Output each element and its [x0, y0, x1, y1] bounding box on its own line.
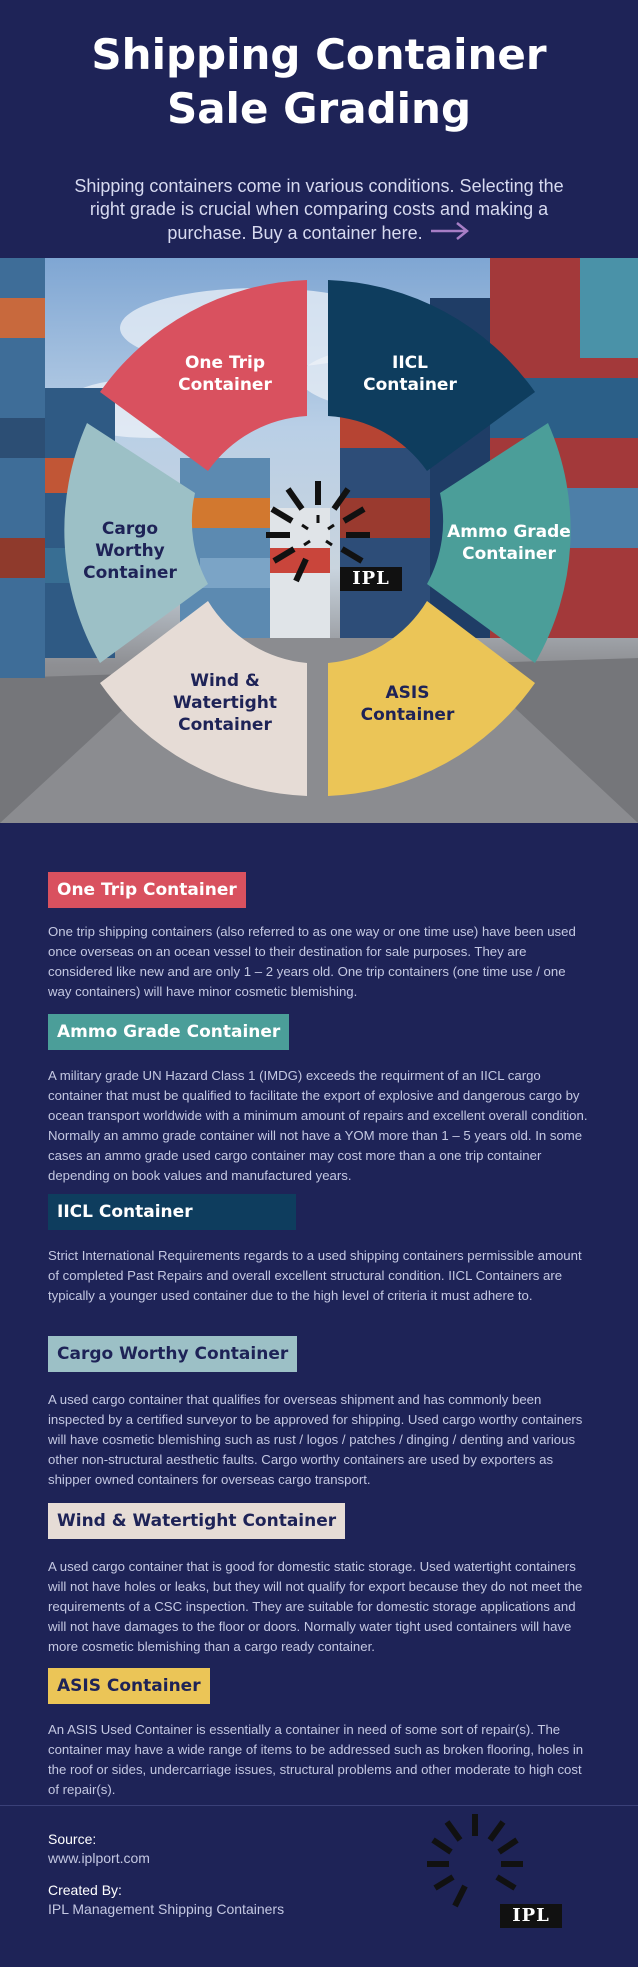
ipl-logo-burst-icon — [266, 481, 370, 581]
section-asis — [48, 1668, 590, 1800]
footer-created-by — [48, 1881, 284, 1919]
footer-divider — [0, 1805, 638, 1806]
source-label: Source: — [48, 1831, 97, 1847]
page-title — [0, 28, 638, 136]
arrow-right-icon[interactable] — [429, 221, 471, 247]
wheel-label-cargo[interactable]: Cargo Worthy Container — [83, 519, 177, 583]
wheel-label-ammo[interactable]: Ammo Grade Container — [447, 522, 571, 564]
wheel-label-one-trip[interactable]: One Trip Container — [178, 353, 272, 395]
footer-source — [48, 1830, 150, 1868]
wheel-label-wind[interactable]: Wind & Watertight Container — [172, 671, 277, 735]
section-wind — [48, 1503, 590, 1657]
section-title-ammo: Ammo Grade Container — [48, 1014, 289, 1050]
section-text-wind: A used cargo container that is good for domestic static storage. Used watertight containers will not have holes or leaks, but they will not qualify for export because they do not meet the requirements of a CSC inspection. They are suitable for domestic storage applications and will not have damages to the floor or doors. Normally water tight used containers will have more cosmetic blemishing than a cargo ready container. — [48, 1559, 583, 1654]
section-title-asis: ASIS Container — [48, 1668, 210, 1704]
section-text-asis: An ASIS Used Container is essentially a container in need of some sort of repair(s). The container may have a wide range of items to be addressed such as broken flooring, holes in the roof or sides, undercarriage issues, structural problems and other moderate to high cost of repair(s). — [48, 1722, 584, 1797]
created-by-label: Created By: — [48, 1882, 122, 1898]
title-line-1: Shipping Container — [91, 30, 547, 79]
created-by-value: IPL Management Shipping Containers — [48, 1901, 285, 1917]
section-text-one-trip: One trip shipping containers (also referred to as one way or one time use) have been used once overseas on an ocean vessel to their destination for sale purposes. They are considered like new and are only 1 – 2 years old. One trip containers (one time use / one way containers) will have minor cosmetic blemishing. — [48, 924, 576, 999]
section-text-ammo: A military grade UN Hazard Class 1 (IMDG) exceeds the requirment of an IICL cargo container that must be qualified to facilitate the export of explosive and dangerous cargo by ocean transport worldwide with a minimum amount of repairs and excellent overall condition. Normally an ammo grade container will not have a YOM more than 1 – 5 years old. In some cases an ammo grade used cargo container may cost more than a one trip container depending on book values and manufactured years. — [48, 1068, 588, 1183]
section-iicl — [48, 1194, 590, 1306]
title-line-2: Sale Grading — [166, 84, 472, 133]
container-yard-photo — [0, 258, 638, 823]
section-cargo — [48, 1336, 590, 1490]
intro-text: Shipping containers come in various conditions. Selecting the right grade is crucial when comparing costs and making a purchase. Buy a container here. — [74, 176, 564, 243]
wheel-label-asis[interactable]: ASIS Container — [360, 683, 455, 725]
section-text-iicl: Strict International Requirements regards to a used shipping containers permissible amount of completed Past Repairs and overall excellent structural condition. IICL Containers are typically a younger used container due to the high level of criteria it must adhere to. — [48, 1248, 582, 1303]
intro-paragraph — [60, 175, 578, 247]
section-title-wind: Wind & Watertight Container — [48, 1503, 345, 1539]
section-one-trip — [48, 872, 590, 1002]
wheel-label-iicl[interactable]: IICL Container — [363, 353, 457, 395]
footer-ipl-logo: IPL — [500, 1904, 562, 1928]
source-link[interactable]: www.iplport.com — [48, 1850, 150, 1866]
section-title-iicl: IICL Container — [48, 1194, 296, 1230]
section-title-one-trip: One Trip Container — [48, 872, 246, 908]
section-ammo — [48, 1014, 590, 1186]
section-title-cargo: Cargo Worthy Container — [48, 1336, 297, 1372]
wheel-ipl-logo: IPL — [340, 567, 402, 591]
section-text-cargo: A used cargo container that qualifies for overseas shipment and has commonly been inspected by a certified surveyor to be approved for shipping. Used cargo worthy containers will have cosmetic blemishing such as rust / logos / patches / dinging / denting and various other non-structural aesthetic faults. Cargo worthy containers are used by exporters as shipper owned containers for overseas cargo transport. — [48, 1392, 583, 1487]
header — [0, 0, 638, 258]
